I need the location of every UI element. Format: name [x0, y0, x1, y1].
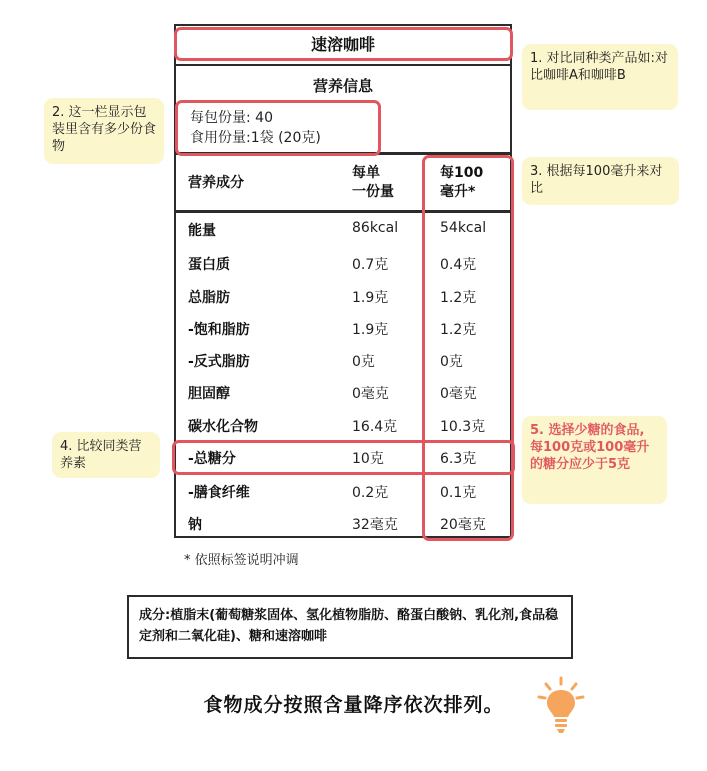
col-header-line: 毫升*	[440, 184, 476, 200]
per-100-value: 54kcal	[440, 220, 487, 236]
footnote: * 依照标签说明冲调	[184, 553, 299, 568]
bottom-message: 食物成分按照含量降序依次排列。	[203, 694, 504, 716]
highlight-per-100-column	[422, 155, 514, 541]
per-serving-value: 1.9克	[352, 290, 389, 306]
per-100-value: 0.1克	[440, 485, 477, 501]
nutrient-name: -总糖分	[188, 451, 236, 467]
servings-per-pack: 每包份量: 40	[190, 110, 273, 126]
note-compare-products: 1. 对比同种类产品如:对比咖啡A和咖啡B	[522, 44, 678, 110]
per-100-value: 20毫克	[440, 517, 486, 533]
col-header-line: 每单	[352, 165, 380, 181]
note-per-100: 3. 根据每100毫升来对比	[522, 157, 679, 205]
per-100-value: 10.3克	[440, 419, 486, 435]
nutrient-name: -饱和脂肪	[188, 322, 250, 338]
per-100-value: 6.3克	[440, 451, 477, 467]
per-100-value: 0克	[440, 354, 463, 370]
per-serving-value: 16.4克	[352, 419, 398, 435]
per-100-value: 0.4克	[440, 257, 477, 273]
col-header-line: 一份量	[352, 184, 394, 200]
highlight-sugar-row	[172, 440, 515, 475]
per-100-value: 1.2克	[440, 290, 477, 306]
highlight-product-name	[174, 27, 513, 61]
col-header-nutrient: 营养成分	[188, 175, 244, 191]
per-serving-value: 1.9克	[352, 322, 389, 338]
per-serving-value: 0克	[352, 354, 375, 370]
highlight-serving	[175, 100, 381, 156]
per-serving-value: 32毫克	[352, 517, 398, 533]
ingredients-box: 成分:植脂末(葡萄糖浆固体、氢化植物脂肪、酪蛋白酸钠、乳化剂,食品稳定剂和二氧化硅)、糖和速溶咖啡	[127, 595, 573, 659]
per-serving-value: 0毫克	[352, 386, 389, 402]
note-low-sugar: 5. 选择少糖的食品, 每100克或100毫升的糖分应少于5克	[522, 416, 667, 504]
col-header-per-serving	[352, 164, 394, 202]
nutrient-name: 胆固醇	[188, 386, 230, 402]
divider	[176, 64, 510, 66]
nutrient-name: 钠	[188, 517, 202, 533]
product-name: 速溶咖啡	[310, 35, 375, 54]
per-100-value: 0毫克	[440, 386, 477, 402]
note-compare-nutrients: 4. 比较同类营养素	[52, 432, 160, 478]
note-servings: 2. 这一栏显示包装里含有多少份食物	[44, 98, 164, 164]
nutrient-name: 碳水化合物	[188, 419, 258, 435]
per-serving-value: 10克	[352, 451, 384, 467]
nutrient-name: -膳食纤维	[188, 485, 250, 501]
serving-size: 食用份量:1袋 (20克)	[190, 130, 321, 146]
nutrient-name: 总脂肪	[188, 290, 230, 306]
per-serving-value: 0.7克	[352, 257, 389, 273]
section-title: 营养信息	[312, 77, 373, 95]
nutrient-name: 蛋白质	[188, 257, 230, 273]
per-serving-value: 86kcal	[352, 220, 399, 236]
col-header-line: 每100	[440, 165, 484, 181]
nutrient-name: -反式脂肪	[188, 354, 250, 370]
nutrient-name: 能量	[188, 223, 216, 239]
lightbulb-icon	[537, 676, 585, 734]
per-serving-value: 0.2克	[352, 485, 389, 501]
per-100-value: 1.2克	[440, 322, 477, 338]
